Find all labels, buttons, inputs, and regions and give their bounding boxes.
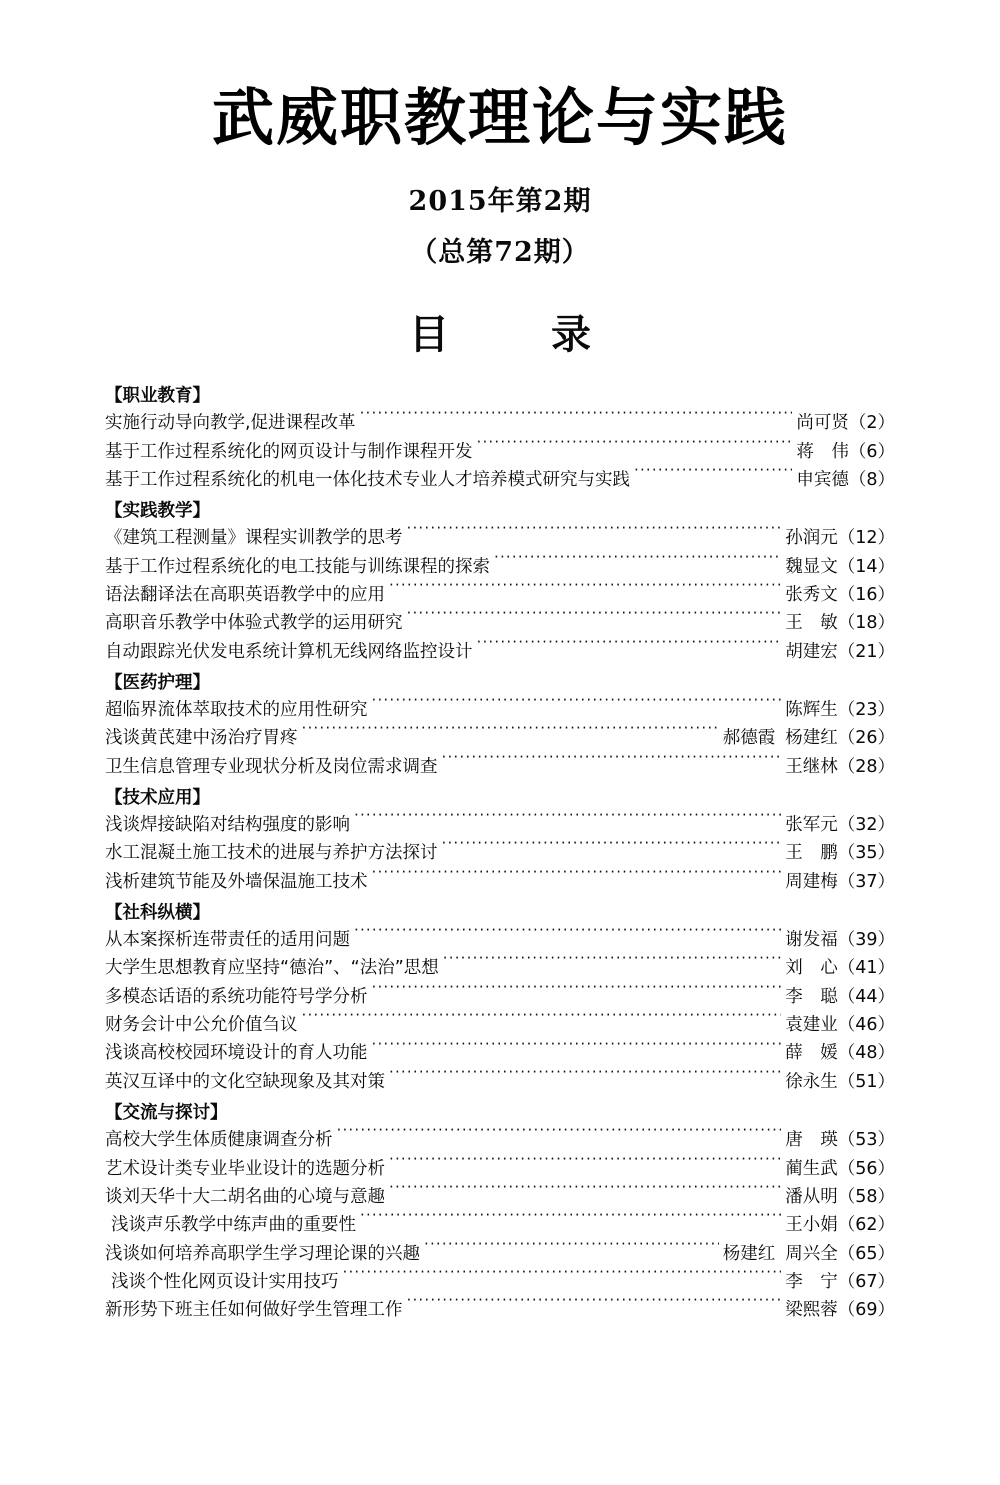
entry-coauthor: 郝德霞 [722, 728, 776, 749]
entry-title: 浅谈高校校园环境设计的育人功能 [105, 1043, 368, 1064]
entry-title: 艺术设计类专业毕业设计的选题分析 [105, 1158, 385, 1179]
entry-author: 徐永生 [785, 1071, 838, 1092]
entry-page: （12） [837, 528, 895, 549]
entry-author: 申宾德 [796, 469, 849, 490]
entry-page: （58） [837, 1186, 895, 1207]
entry-coauthor: 杨建红 [722, 1243, 776, 1264]
entry-page: （41） [837, 958, 895, 979]
leader-dots [354, 928, 781, 946]
toc-entry[interactable] [105, 1155, 895, 1183]
toc-entry[interactable] [105, 983, 895, 1011]
entry-author: 陈辉生 [785, 700, 838, 721]
entry-title: 水工混凝土施工技术的进展与养护方法探讨 [105, 843, 438, 864]
leader-dots [302, 726, 719, 744]
toc-entry[interactable] [105, 753, 895, 781]
entry-title: 卫生信息管理专业现状分析及岗位需求调查 [105, 756, 438, 777]
leader-dots [442, 754, 782, 772]
leader-dots [407, 526, 782, 544]
toc-entry[interactable] [105, 954, 895, 982]
toc-entry[interactable] [105, 1011, 895, 1039]
leader-dots [372, 1041, 782, 1059]
leader-dots [343, 1269, 782, 1287]
toc-entry[interactable] [105, 839, 895, 867]
toc-entry[interactable] [105, 1240, 895, 1268]
leader-dots [360, 1213, 781, 1231]
section-heading-2: 【医药护理】 [105, 673, 210, 694]
section-heading-5: 【交流与探讨】 [105, 1103, 228, 1124]
entry-author: 尚可贤 [796, 413, 849, 434]
entry-author: 蔺生武 [785, 1158, 838, 1179]
toc-entry[interactable] [105, 638, 895, 666]
entry-title: 浅析建筑节能及外墙保温施工技术 [105, 871, 368, 892]
entry-title: 浅谈焊接缺陷对结构强度的影响 [105, 815, 350, 836]
entry-page: （69） [837, 1300, 895, 1321]
entry-page: （53） [837, 1130, 895, 1151]
leader-dots [389, 1156, 781, 1174]
entry-author: 胡建宏 [785, 641, 838, 662]
entry-page: （62） [837, 1215, 895, 1236]
leader-dots [477, 639, 782, 657]
entry-page: （39） [837, 930, 895, 951]
toc-entry[interactable] [105, 581, 895, 609]
toc-entry[interactable] [105, 1211, 895, 1239]
entry-page: （65） [837, 1243, 895, 1264]
section-heading-4: 【社科纵横】 [105, 903, 210, 924]
toc-entry[interactable] [105, 1296, 895, 1324]
entry-author: 李 宁 [785, 1271, 838, 1292]
issue-number: 2015年第2期 [408, 186, 592, 218]
toc-entry[interactable] [105, 811, 895, 839]
toc-entry[interactable] [105, 724, 895, 752]
entry-title: 从本案探析连带责任的适用问题 [105, 930, 350, 951]
entry-author: 王 鹏 [785, 843, 838, 864]
entry-author: 唐 瑛 [785, 1130, 838, 1151]
entry-title: 基于工作过程系统化的机电一体化技术专业人才培养模式研究与实践 [105, 469, 630, 490]
entry-author: 魏显文 [785, 556, 838, 577]
entry-page: （23） [837, 700, 895, 721]
entry-title: 超临界流体萃取技术的应用性研究 [105, 700, 368, 721]
entry-author: 孙润元 [785, 528, 838, 549]
entry-page: （6） [848, 441, 895, 462]
leader-dots [634, 467, 792, 485]
entry-author: 刘 心 [785, 958, 838, 979]
entry-page: （35） [837, 843, 895, 864]
section-heading-0: 【职业教育】 [105, 386, 210, 407]
entry-title: 实施行动导向教学,促进课程改革 [105, 413, 356, 434]
entry-page: （2） [848, 413, 895, 434]
entry-title: 浅谈黄芪建中汤治疗胃疼 [105, 728, 298, 749]
entry-title: 英汉互译中的文化空缺现象及其对策 [105, 1071, 385, 1092]
entry-author: 蒋 伟 [796, 441, 849, 462]
entry-author: 王继林 [785, 756, 838, 777]
entry-title: 基于工作过程系统化的网页设计与制作课程开发 [105, 441, 473, 462]
entry-author: 杨建红 [785, 728, 838, 749]
toc-entry[interactable] [105, 438, 895, 466]
entry-title: 高职音乐教学中体验式教学的运用研究 [105, 613, 403, 634]
toc-entry[interactable] [105, 1068, 895, 1096]
entry-page: （56） [837, 1158, 895, 1179]
leader-dots [302, 1013, 782, 1031]
leader-dots [407, 1298, 782, 1316]
entry-author: 周建梅 [785, 871, 838, 892]
entry-author: 张军元 [785, 815, 838, 836]
entry-title: 谈刘天华十大二胡名曲的心境与意趣 [105, 1186, 385, 1207]
entry-author: 袁建业 [785, 1015, 838, 1036]
section-heading-3: 【技术应用】 [105, 788, 210, 809]
leader-dots [443, 956, 781, 974]
toc-entry[interactable] [105, 1268, 895, 1296]
entry-title: 自动跟踪光伏发电系统计算机无线网络监控设计 [105, 641, 473, 662]
issue-total-number: （总第72期） [410, 237, 590, 269]
entry-title: 基于工作过程系统化的电工技能与训练课程的探索 [105, 556, 490, 577]
toc-heading: 目 录 [409, 311, 635, 359]
entry-title: 浅谈如何培养高职学生学习理论课的兴趣 [105, 1243, 420, 1264]
leader-dots [354, 813, 781, 831]
leader-dots [372, 698, 782, 716]
leader-dots [372, 984, 782, 1002]
leader-dots [337, 1128, 782, 1146]
entry-page: （48） [837, 1043, 895, 1064]
entry-title: 浅谈个性化网页设计实用技巧 [111, 1271, 339, 1292]
leader-dots [360, 411, 793, 429]
entry-page: （18） [837, 613, 895, 634]
entry-author: 张秀文 [785, 585, 838, 606]
table-of-contents [105, 382, 895, 1324]
leader-dots [389, 1069, 781, 1087]
entry-author: 周兴全 [785, 1243, 838, 1264]
entry-page: （26） [837, 728, 895, 749]
journal-contents-page [0, 82, 1000, 1485]
leader-dots [389, 1184, 781, 1202]
entry-page: （28） [837, 756, 895, 777]
toc-entry[interactable] [105, 1039, 895, 1067]
entry-page: （32） [837, 815, 895, 836]
leader-dots [442, 841, 782, 859]
entry-author: 王小娟 [785, 1215, 838, 1236]
toc-entry[interactable] [105, 868, 895, 896]
entry-page: （8） [848, 469, 895, 490]
leader-dots [494, 554, 781, 572]
leader-dots [477, 439, 793, 457]
entry-page: （51） [837, 1071, 895, 1092]
toc-entry[interactable] [105, 524, 895, 552]
entry-page: （44） [837, 986, 895, 1007]
entry-page: （46） [837, 1015, 895, 1036]
journal-title: 武威职教理论与实践 [211, 81, 788, 154]
entry-title: 高校大学生体质健康调查分析 [105, 1130, 333, 1151]
toc-entry[interactable] [105, 1126, 895, 1154]
leader-dots [407, 611, 782, 629]
entry-title: 财务会计中公允价值刍议 [105, 1015, 298, 1036]
section-heading-1: 【实践教学】 [105, 501, 210, 522]
entry-author: 谢发福 [785, 930, 838, 951]
entry-title: 《建筑工程测量》课程实训教学的思考 [105, 528, 403, 549]
leader-dots [372, 869, 782, 887]
entry-title: 大学生思想教育应坚持“德治”、“法治”思想 [105, 958, 439, 979]
entry-title: 浅谈声乐教学中练声曲的重要性 [111, 1215, 356, 1236]
entry-author: 梁熙蓉 [785, 1300, 838, 1321]
entry-author: 王 敏 [785, 613, 838, 634]
entry-title: 多模态话语的系统功能符号学分析 [105, 986, 368, 1007]
entry-page: （21） [837, 641, 895, 662]
entry-title: 语法翻译法在高职英语教学中的应用 [105, 585, 385, 606]
toc-entry[interactable] [105, 926, 895, 954]
leader-dots [424, 1241, 719, 1259]
entry-page: （14） [837, 556, 895, 577]
toc-entry[interactable] [105, 1183, 895, 1211]
entry-title: 新形势下班主任如何做好学生管理工作 [105, 1300, 403, 1321]
toc-entry[interactable] [105, 409, 895, 437]
toc-entry[interactable] [105, 466, 895, 494]
toc-entry[interactable] [105, 609, 895, 637]
toc-entry[interactable] [105, 553, 895, 581]
entry-author: 潘从明 [785, 1186, 838, 1207]
entry-page: （16） [837, 585, 895, 606]
entry-page: （37） [837, 871, 895, 892]
toc-entry[interactable] [105, 696, 895, 724]
entry-author: 薛 媛 [785, 1043, 838, 1064]
leader-dots [389, 583, 781, 601]
entry-author: 李 聪 [785, 986, 838, 1007]
entry-page: （67） [837, 1271, 895, 1292]
